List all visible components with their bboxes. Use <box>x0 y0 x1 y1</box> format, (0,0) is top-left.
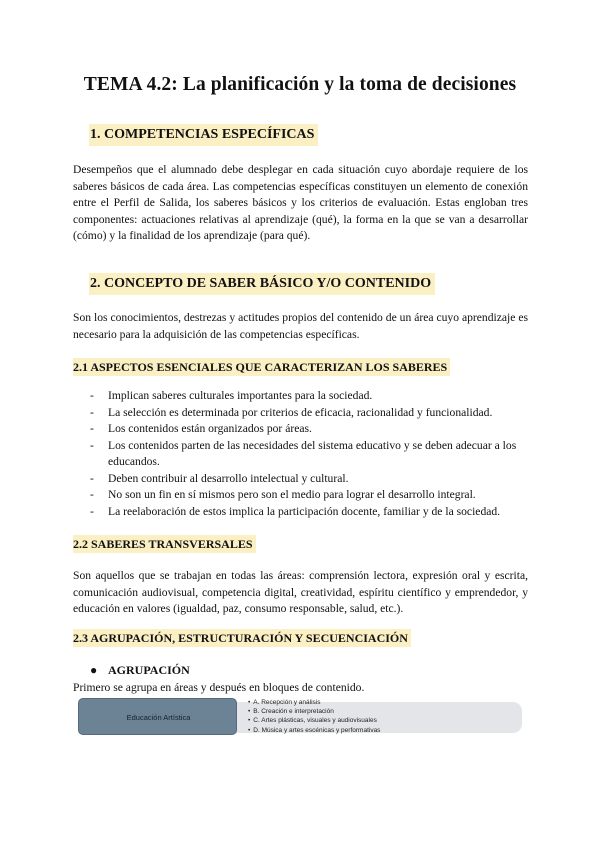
subsection-heading-agrupacion: 2.3 AGRUPACIÓN, ESTRUCTURACIÓN Y SECUENCIACIÓN <box>73 629 411 647</box>
paragraph-transversales: Son aquellos que se trabajan en todas las áreas: comprensión lectora, expresión oral y escrita, comunicación audiovisual, competencia digital, creatividad, espíritu científico y emprendedor, y educación en valores (igualdad, paz, consumo responsable, salud, etc.). <box>73 569 528 616</box>
section-heading-saber-basico: 2. CONCEPTO DE SABER BÁSICO Y/O CONTENIDO <box>89 273 435 295</box>
bullet-icon: ● <box>90 663 98 677</box>
list-item: - Deben contribuir al desarrollo intelectual y cultural. <box>90 471 349 485</box>
area-label: Educación Artística <box>126 713 191 722</box>
area-box <box>78 698 237 735</box>
list-item: - Los contenidos están organizados por áreas. <box>90 422 312 435</box>
bullet-heading-agrupacion: ● AGRUPACIÓN <box>90 663 190 677</box>
list-item: - Los contenidos parten de las necesidades del sistema educativo y se deben adecuar a los educandos. <box>90 438 517 468</box>
list-item: - La reelaboración de estos implica la participación docente, familiar y de la sociedad. <box>90 504 501 518</box>
paragraph-competencias: Desempeños que el alumnado debe desplegar en cada situación cuyo abordaje requiere de los saberes básicos de cada área. Las competencias específicas constituyen un elemento de conexión entre el Perfil de Salida, los saberes básicos y los criterios de evaluación. Estas engloban tres componentes: actuaciones relativas al aprendizaje (qué), la forma en la que se van a desarrollar (cómo) y la finalidad de los aprendizaje (para qué). <box>73 163 528 243</box>
block-item: • A. Recepción y análisis <box>248 698 380 707</box>
list-item: - La selección es determinada por criterios de eficacia, racionalidad y funcionalidad. <box>90 405 493 419</box>
block-item: • B. Creación e interpretación <box>248 707 380 716</box>
paragraph-agrupacion: Primero se agrupa en áreas y después en bloques de contenido. <box>73 681 365 694</box>
blocks-list <box>248 698 380 735</box>
section-heading-competencias: 1. COMPETENCIAS ESPECÍFICAS <box>89 124 318 146</box>
content-blocks-diagram <box>78 698 522 735</box>
subsection-heading-aspectos: 2.1 ASPECTOS ESENCIALES QUE CARACTERIZAN LOS SABERES <box>73 358 450 376</box>
aspectos-list <box>90 388 526 520</box>
subsection-heading-transversales: 2.2 SABERES TRANSVERSALES <box>73 535 256 553</box>
paragraph-saber-basico: Son los conocimientos, destrezas y actitudes propios del contenido de un área cuyo aprendizaje es necesario para la adquisición de las competencias específicas. <box>73 311 528 341</box>
list-item: - Implican saberes culturales importantes para la sociedad. <box>90 389 373 402</box>
list-item: - No son un fin en sí mismos pero son el medio para lograr el desarrollo integral. <box>90 488 476 501</box>
block-item: • C. Artes plásticas, visuales y audiovisuales <box>248 716 380 725</box>
page-title: TEMA 4.2: La planificación y la toma de decisiones <box>83 74 517 95</box>
block-item: • D. Música y artes escénicas y performativas <box>248 726 380 735</box>
